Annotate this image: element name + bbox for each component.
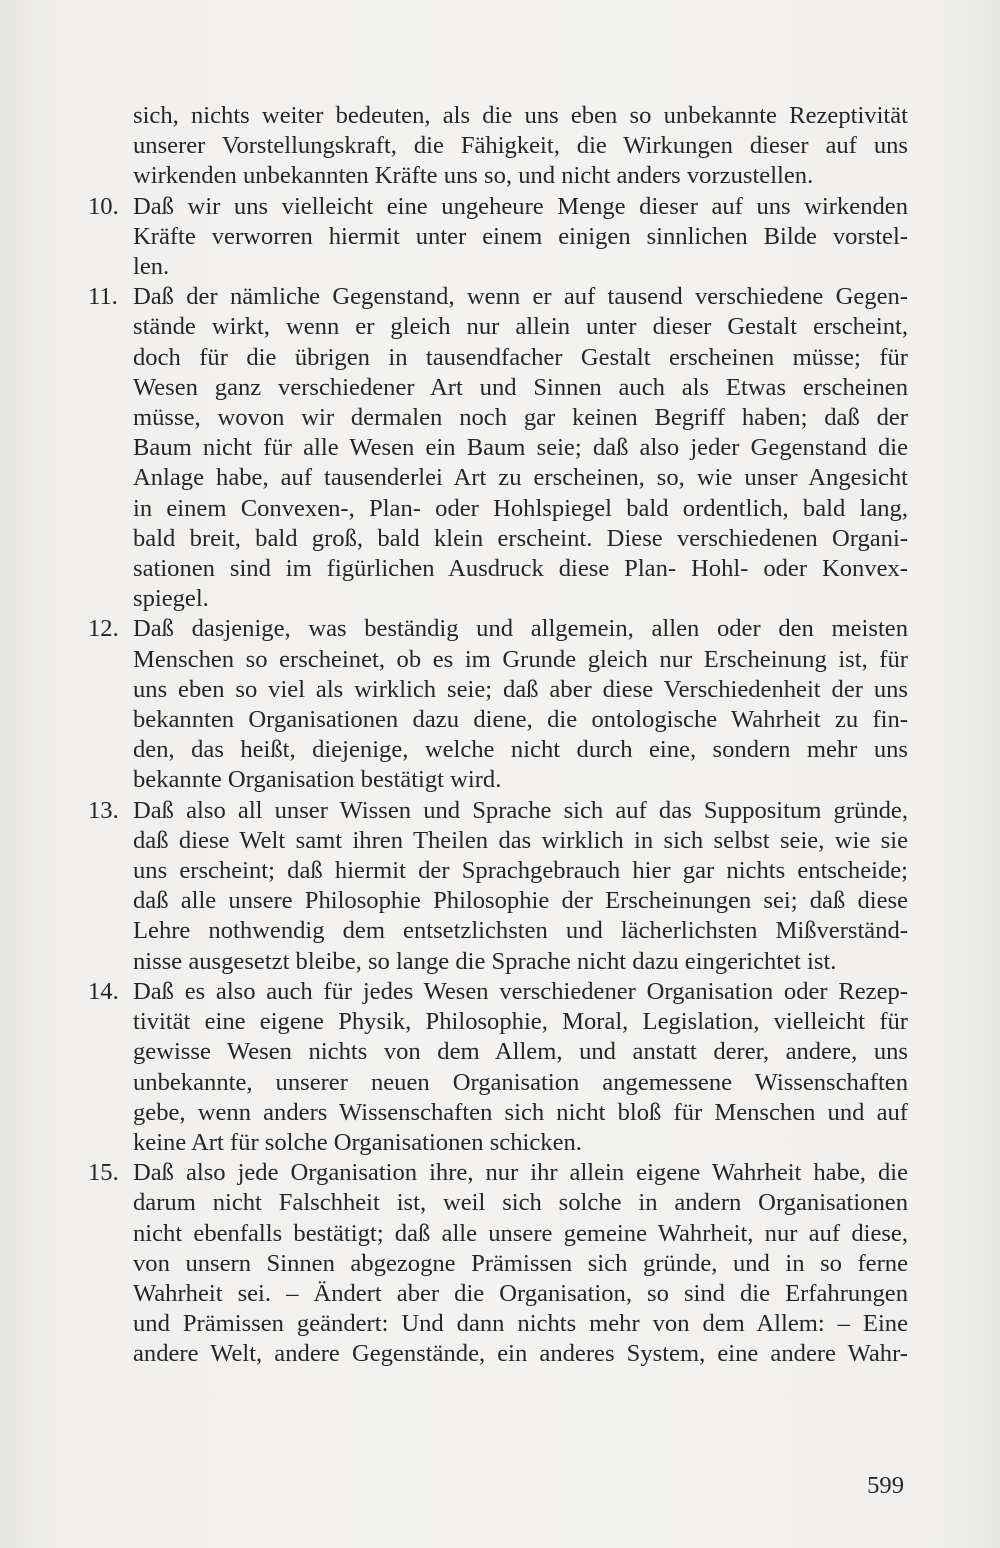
item-number: 14.: [88, 977, 119, 1005]
list-item: [88, 1158, 908, 1369]
text-line: darum nicht Falschheit ist, weil sich solche in andern Organisationen: [133, 1189, 908, 1217]
item-text: [133, 282, 908, 614]
text-line: Daß also all unser Wissen und Sprache sich auf das Suppositum gründe,: [133, 796, 908, 824]
text-line: sich, nichts weiter bedeuten, als die uns eben so unbekannte Rezeptivität: [133, 102, 908, 129]
list-item: [88, 614, 908, 795]
text-line: daß diese Welt samt ihren Theilen das wirklich in sich selbst seie, wie sie: [133, 826, 908, 854]
item-text: [133, 796, 908, 977]
text-line: Daß dasjenige, was beständig und allgemein, allen oder den meisten: [133, 615, 908, 643]
list-item: [88, 192, 908, 283]
text-line: gewisse Wesen nichts von dem Allem, und anstatt derer, andere, uns: [133, 1038, 908, 1066]
text-line: Daß wir uns vielleicht eine ungeheure Menge dieser auf uns wirkenden: [133, 192, 908, 220]
text-line: müsse, wovon wir dermalen noch gar keinen Begriff haben; daß der: [133, 404, 908, 432]
item-text: [133, 1158, 908, 1369]
text-line: Daß es also auch für jedes Wesen verschiedener Organisation oder Rezep-: [133, 977, 908, 1005]
item-text: [133, 977, 908, 1158]
text-line: unserer Vorstellungskraft, die Fähigkeit, die Wirkungen dieser auf uns: [133, 132, 908, 160]
text-line: Daß der nämliche Gegenstand, wenn er auf tausend verschiedene Gegen-: [133, 283, 908, 311]
text-line: den, das heißt, diejenige, welche nicht durch eine, sondern mehr uns: [133, 736, 908, 764]
numbered-list: [88, 192, 908, 1370]
text-line: keine Art für solche Organisationen schicken.: [133, 1128, 582, 1156]
text-line: Anlage habe, auf tausenderlei Art zu erscheinen, so, wie unser Angesicht: [133, 464, 908, 492]
list-item: [88, 282, 908, 614]
text-line: doch für die übrigen in tausendfacher Gestalt erscheinen müsse; für: [133, 343, 908, 371]
text-line: unbekannte, unserer neuen Organisation angemessene Wissenschaften: [133, 1068, 908, 1096]
text-line: tivität eine eigene Physik, Philosophie, Moral, Legislation, vielleicht für: [133, 1008, 908, 1036]
text-line: von unsern Sinnen abgezogne Prämissen sich gründe, und in so ferne: [133, 1249, 908, 1277]
item-number: 12.: [88, 615, 119, 643]
text-line: Wahrheit sei. – Ändert aber die Organisation, so sind die Erfahrungen: [133, 1279, 908, 1307]
text-line: len.: [133, 253, 170, 281]
text-line: uns erscheint; daß hiermit der Sprachgebrauch hier gar nichts entscheide;: [133, 857, 908, 885]
item-number: 15.: [88, 1159, 119, 1187]
text-line: Lehre nothwendig dem entsetzlichsten und lächerlichsten Mißverständ-: [133, 917, 908, 945]
page-number: 599: [867, 1472, 904, 1499]
text-line: bekannte Organisation bestätigt wird.: [133, 766, 502, 794]
text-line: sationen sind im figürlichen Ausdruck diese Plan- Hohl- oder Konvex-: [133, 555, 908, 583]
text-line: gebe, wenn anders Wissenschaften sich nicht bloß für Menschen und auf: [133, 1098, 908, 1126]
text-line: nisse ausgesetzt bleibe, so lange die Sprache nicht dazu eingerichtet ist.: [133, 947, 837, 975]
text-line: wirkenden unbekannten Kräfte uns so, und nicht anders vorzustellen.: [133, 162, 814, 190]
text-line: und Prämissen geändert: Und dann nichts mehr von dem Allem: – Eine: [133, 1310, 908, 1338]
paragraph-text: [133, 101, 908, 192]
text-line: nicht ebenfalls bestätigt; daß alle unsere gemeine Wahrheit, nur auf diese,: [133, 1219, 908, 1247]
text-line: Wesen ganz verschiedener Art und Sinnen auch als Etwas erscheinen: [133, 373, 908, 401]
text-line: Kräfte verworren hiermit unter einem einigen sinnlichen Bilde vorstel-: [133, 222, 908, 250]
text-line: stände wirkt, wenn er gleich nur allein unter dieser Gestalt erscheint,: [133, 313, 908, 341]
text-line: bekannten Organisationen dazu diene, die ontologische Wahrheit zu fin-: [133, 706, 908, 734]
text-line: Baum nicht für alle Wesen ein Baum seie; daß also jeder Gegenstand die: [133, 434, 908, 462]
text-line: andere Welt, andere Gegenstände, ein anderes System, eine andere Wahr-: [133, 1340, 908, 1368]
page-body-text: [88, 101, 908, 1370]
item-text: [133, 614, 908, 795]
text-line: spiegel.: [133, 585, 209, 613]
list-item: [88, 977, 908, 1158]
text-line: Menschen so erscheinet, ob es im Grunde gleich nur Erscheinung ist, für: [133, 645, 908, 673]
text-line: uns eben so viel als wirklich seie; daß aber diese Verschiedenheit der uns: [133, 675, 908, 703]
text-line: daß alle unsere Philosophie Philosophie der Erscheinungen sei; daß diese: [133, 887, 908, 915]
continuation-paragraph: [88, 101, 908, 192]
text-line: in einem Convexen-, Plan- oder Hohlspiegel bald ordentlich, bald lang,: [133, 494, 908, 522]
text-line: bald breit, bald groß, bald klein erscheint. Diese verschiedenen Organi-: [133, 524, 908, 552]
item-number: 10.: [88, 192, 119, 220]
item-number: 11.: [88, 283, 118, 311]
item-text: [133, 192, 908, 283]
item-number: 13.: [88, 796, 119, 824]
list-item: [88, 796, 908, 977]
text-line: Daß also jede Organisation ihre, nur ihr allein eigene Wahrheit habe, die: [133, 1159, 908, 1187]
